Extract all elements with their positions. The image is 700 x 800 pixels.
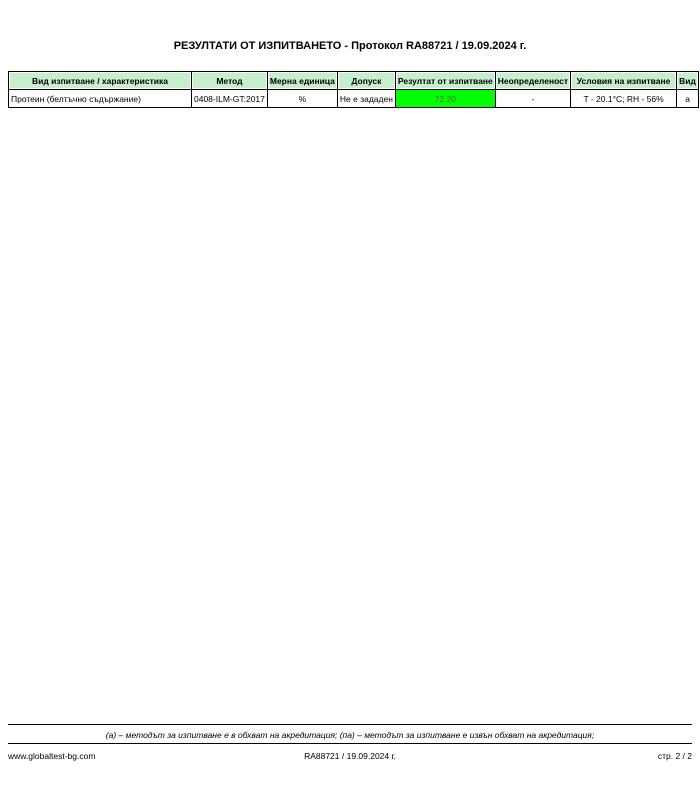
- cell-result: 72.20: [395, 90, 495, 108]
- footer-divider-top: [8, 724, 692, 725]
- header-uncertainty: Неопределеност: [495, 72, 570, 90]
- header-conditions: Условия на изпитване: [571, 72, 677, 90]
- footer-divider-bottom: [8, 743, 692, 744]
- cell-conditions: T - 20.1°C; RH - 56%: [571, 90, 677, 108]
- cell-uncertainty: -: [495, 90, 570, 108]
- cell-test-type: Протеин (белтъчно съдържание): [9, 90, 192, 108]
- header-kind: Вид: [677, 72, 699, 90]
- header-result: Резултат от изпитване: [395, 72, 495, 90]
- cell-kind: a: [677, 90, 699, 108]
- header-test-type: Вид изпитване / характеристика: [9, 72, 192, 90]
- table-header-row: [9, 72, 699, 90]
- document-title: РЕЗУЛТАТИ ОТ ИЗПИТВАНЕТО - Протокол RA88721 / 19.09.2024 г.: [173, 40, 527, 52]
- footer-accreditation-note: (а) – методът за изпитване е в обхват на акредитация; (па) – методът за изпитване е извън обхват на акредитация;: [105, 730, 595, 740]
- header-method: Метод: [192, 72, 268, 90]
- cell-unit: %: [267, 90, 337, 108]
- table-row: [9, 90, 699, 108]
- footer-website[interactable]: www.globaltest-bg.com: [8, 751, 96, 761]
- footer-page-number: стр. 2 / 2: [657, 751, 692, 761]
- cell-tolerance: Не е зададен: [337, 90, 395, 108]
- cell-method: 0408-ILM-GT:2017: [192, 90, 268, 108]
- header-tolerance: Допуск: [337, 72, 395, 90]
- footer-protocol: RA88721 / 19.09.2024 г.: [304, 751, 396, 761]
- header-unit: Мерна единица: [267, 72, 337, 90]
- results-table: [8, 71, 699, 108]
